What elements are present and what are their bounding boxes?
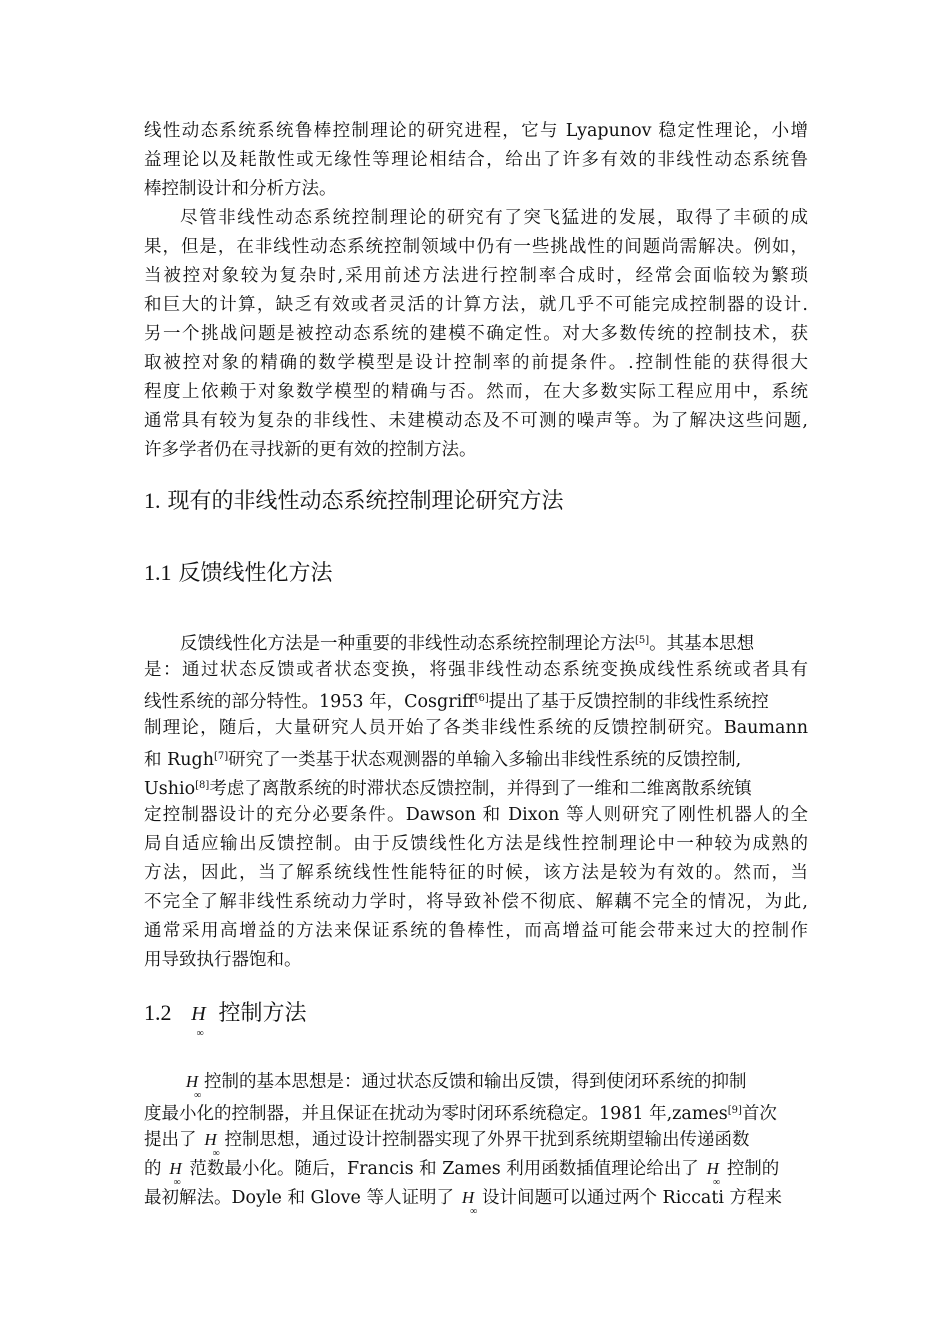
citation: [6]	[474, 693, 489, 704]
text-line	[144, 743, 808, 771]
text-line	[144, 1184, 808, 1217]
text-line: 制理论，随后，大量研究人员开始了各类非线性系统的反馈控制研究。Baumann	[144, 718, 808, 738]
text-line: 当被控对象较为复杂时,采用前述方法进行控制率合成时，经常会面临较为繁琐	[144, 266, 808, 286]
text-span: 提出了	[144, 1130, 197, 1150]
h-letter: H	[706, 1159, 719, 1178]
text-line: 棒控制设计和分析方法。	[144, 179, 337, 199]
text-line: 是：通过状态反馈或者状态变换，将强非线性动态系统变换成线性系统或者具有	[144, 660, 808, 680]
text-line	[144, 1097, 808, 1125]
text-line: 许多学者仍在寻找新的更有效的控制方法。	[144, 440, 477, 460]
text-span: 和 Rugh	[144, 750, 214, 770]
section-title: 现有的非线性动态系统控制理论研究方法	[167, 489, 564, 514]
subsection-heading	[144, 558, 333, 589]
subsection-title: 反馈线性化方法	[178, 561, 333, 586]
h-infinity-symbol	[162, 1155, 190, 1188]
text-line: 程度上依赖于对象数学模型的精确与否。然而，在大多数实际工程应用中，系统	[144, 382, 808, 402]
text-line: 通常采用高增益的方法来保证系统的鲁棒性，而高增益可能会带来过大的控制作	[144, 921, 808, 941]
infinity-subscript: ∞	[194, 1090, 202, 1101]
h-infinity-symbol	[699, 1155, 727, 1188]
infinity-subscript: ∞	[196, 1028, 204, 1039]
text-span: 线性系统的部分特性。1953 年，Cosgriff	[144, 692, 475, 712]
citation: [5]	[635, 635, 650, 646]
section-heading	[144, 486, 564, 517]
text-line	[144, 772, 808, 800]
text-line	[144, 1155, 808, 1188]
citation: [7]	[213, 751, 229, 762]
subsection-number: 1.1	[144, 560, 172, 585]
text-line: 益理论以及耗散性或无缘性等理论相结合，给出了许多有效的非线性动态系统鲁	[144, 150, 808, 170]
text-span: 范数最小化。随后，Francis 和 Zames 利用函数插值理论给出了	[189, 1159, 699, 1179]
infinity-subscript: ∞	[712, 1177, 720, 1188]
text-line: 不完全了解非线性系统动力学时，将导致补偿不彻底、解藕不完全的情况，为此,	[144, 892, 808, 912]
h-letter: H	[191, 1003, 206, 1025]
text-span: 反馈线性化方法是一种重要的非线性动态系统控制理论方法	[180, 634, 635, 654]
text-span: 控制思想，通过设计控制器实现了外界干扰到系统期望输出传递函数	[224, 1130, 750, 1150]
text-span: 。其基本思想	[649, 634, 755, 654]
h-infinity-symbol	[454, 1184, 482, 1217]
text-span: 最初解法。Doyle 和 Glove 等人证明了	[144, 1188, 454, 1208]
text-column	[144, 0, 808, 1344]
text-line: 局自适应输出反馈控制。由于反馈线性化方法是线性控制理论中一种较为成熟的	[144, 834, 808, 854]
text-span: 首次	[741, 1104, 777, 1124]
text-span: 考虑了离散系统的时滞状态反馈控制，并得到了一维和二维离散系统镇	[209, 779, 752, 799]
text-line: 定控制器设计的充分必要条件。Dawson 和 Dixon 等人则研究了刚性机器人的全	[144, 805, 808, 825]
text-span: 度最小化的控制器，并且保证在扰动为零时闭环系统稳定。1981 年,zames	[144, 1104, 728, 1124]
section-number: 1.	[144, 488, 161, 513]
citation: [8]	[195, 780, 210, 791]
text-line: 用导致执行器饱和。	[144, 950, 302, 970]
text-line	[144, 1126, 808, 1159]
h-letter: H	[169, 1159, 182, 1178]
h-letter: H	[185, 1072, 199, 1091]
infinity-subscript: ∞	[212, 1148, 220, 1159]
h-infinity-symbol	[179, 999, 219, 1039]
subsection-heading	[144, 998, 307, 1039]
text-span: 提出了基于反馈控制的非线性系统控	[488, 692, 769, 712]
text-line: 通常具有较为复杂的非线性、未建模动态及不可测的噪声等。为了解决这些问题,	[144, 411, 808, 431]
text-span: Ushio	[144, 779, 196, 799]
h-infinity-symbol	[197, 1126, 225, 1159]
text-line: 尽管非线性动态系统控制理论的研究有了突飞猛进的发展，取得了丰硕的成	[180, 208, 808, 228]
text-span: 设计间题可以通过两个 Riccati 方程来	[481, 1188, 783, 1208]
text-line: 另一个挑战问题是被控动态系统的建模不确定性。对大多数传统的控制技术，获	[144, 324, 808, 344]
text-line: 线性动态系统系统鲁棒控制理论的研究进程，它与 Lyapunov 稳定性理论，小增	[144, 121, 808, 141]
text-line	[144, 685, 808, 713]
text-line	[144, 1068, 808, 1101]
text-span: 研究了一类基于状态观测器的单输入多输出非线性系统的反馈控制,	[228, 750, 742, 770]
text-span: 控制的	[726, 1159, 780, 1179]
text-line: 果，但是，在非线性动态系统控制领域中仍有一些挑战性的间题尚需解决。例如，	[144, 237, 808, 257]
subsection-title: 控制方法	[218, 1001, 307, 1026]
text-line: 和巨大的计算，缺乏有效或者灵活的计算方法，就几乎不可能完成控制器的设计.	[144, 295, 808, 315]
h-letter: H	[461, 1188, 475, 1207]
infinity-subscript: ∞	[173, 1177, 181, 1188]
citation: [9]	[727, 1105, 742, 1116]
text-line: 取被控对象的精确的数学模型是设计控制率的前提条件。.控制性能的获得很大	[144, 353, 808, 373]
text-line	[144, 627, 808, 655]
text-span: 控制的基本思想是：通过状态反馈和输出反馈，得到使闭环系统的抑制	[204, 1072, 747, 1092]
text-span: 的	[144, 1159, 162, 1179]
text-line: 方法，因此，当了解系统线性性能特征的时候，该方法是较为有效的。然而，当	[144, 863, 808, 883]
h-letter: H	[204, 1130, 217, 1149]
subsection-number: 1.2	[144, 1000, 172, 1025]
h-infinity-symbol	[180, 1068, 204, 1101]
infinity-subscript: ∞	[469, 1206, 478, 1217]
